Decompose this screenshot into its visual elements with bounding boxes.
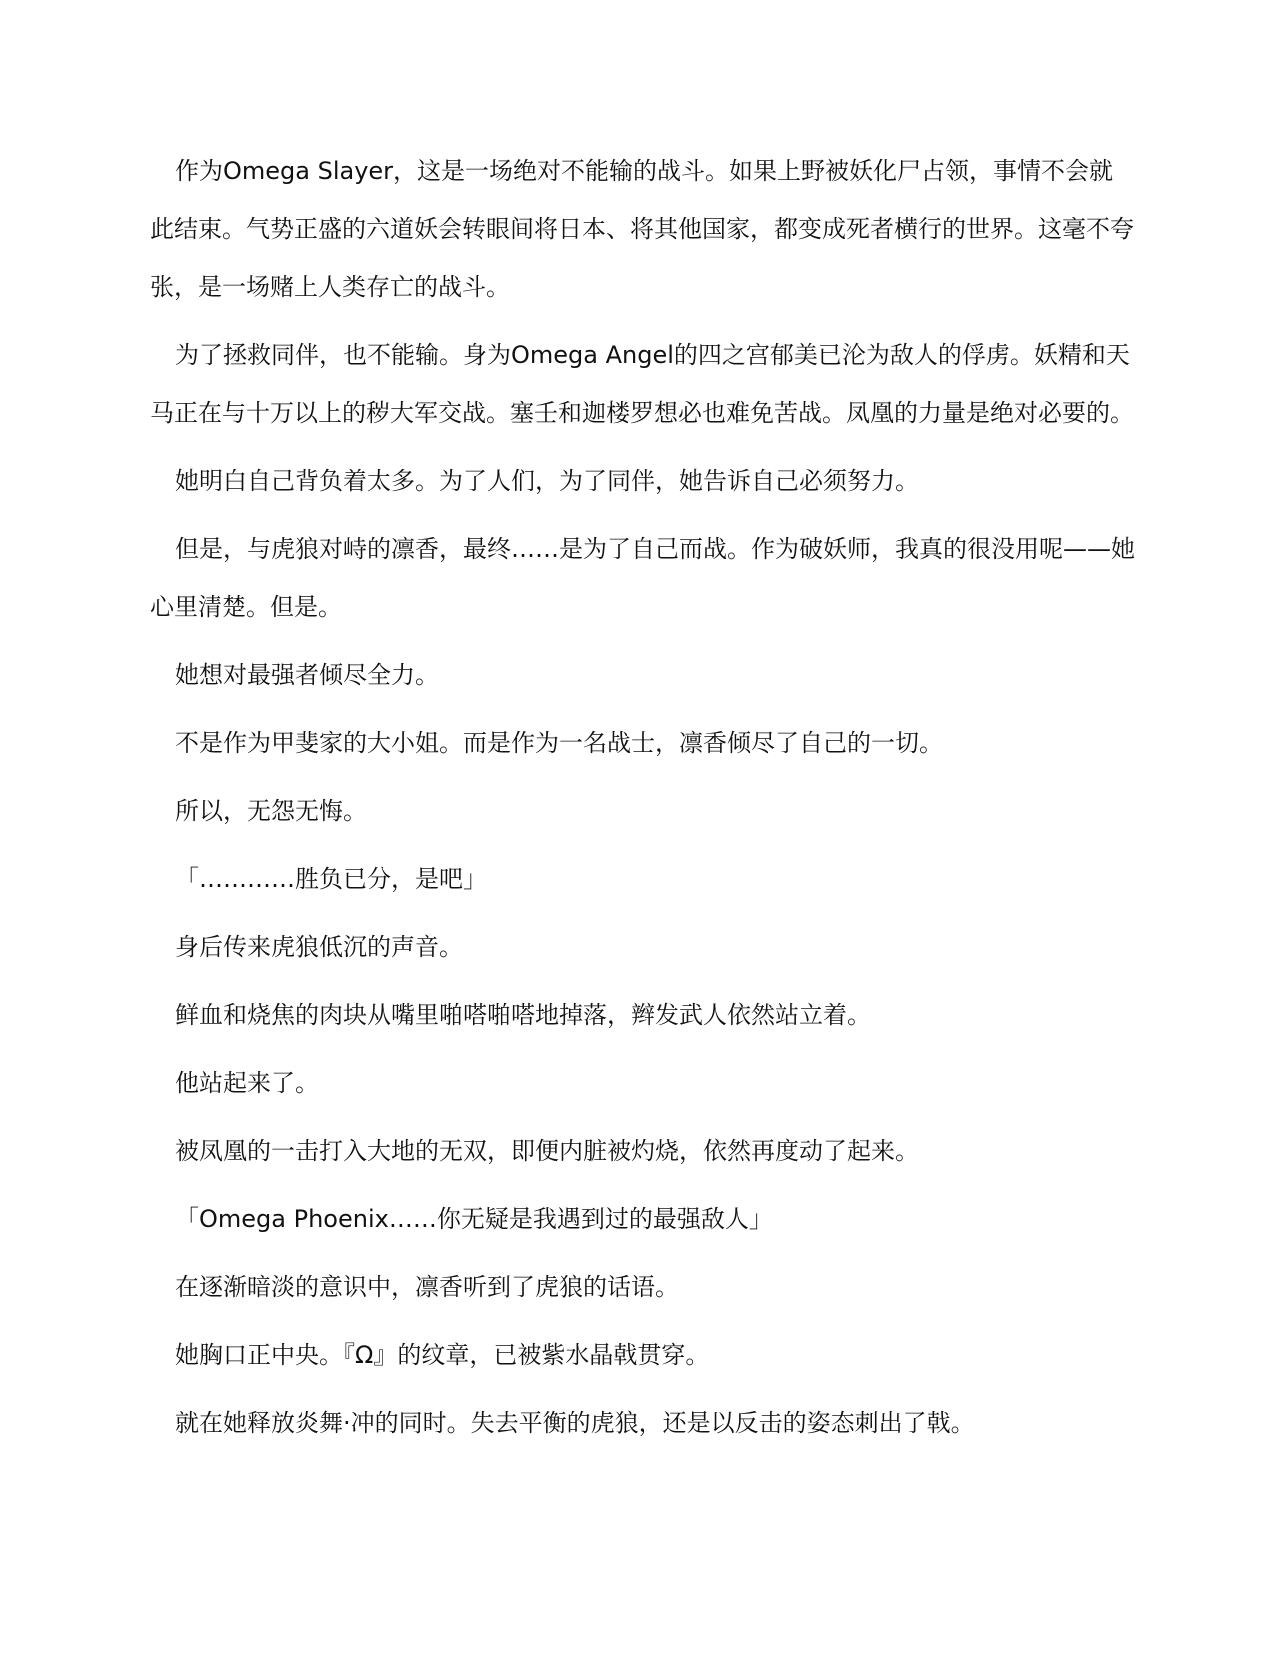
- paragraph-9: 身后传来虎狼低沉的声音。: [175, 933, 463, 961]
- paragraph-16: 就在她释放炎舞·冲的同时。失去平衡的虎狼，还是以反击的姿态刺出了戟。: [175, 1409, 975, 1437]
- paragraph-11: 他站起来了。: [175, 1069, 319, 1097]
- document-page: [150, 142, 1135, 1462]
- paragraph-13: 「Omega Phoenix……你无疑是我遇到过的最强敌人」: [175, 1205, 773, 1233]
- paragraph-12: 被凤凰的一击打入大地的无双，即便内脏被灼烧，依然再度动了起来。: [175, 1137, 919, 1165]
- paragraph-8: 「…………胜负已分，是吧」: [175, 865, 487, 893]
- paragraph-7: 所以，无怨无悔。: [175, 797, 367, 825]
- paragraph-3: 她明白自己背负着太多。为了人们，为了同伴，她告诉自己必须努力。: [175, 467, 919, 495]
- paragraph-5: 她想对最强者倾尽全力。: [175, 661, 439, 689]
- paragraph-6: 不是作为甲斐家的大小姐。而是作为一名战士，凛香倾尽了自己的一切。: [175, 729, 943, 757]
- paragraph-4: 但是，与虎狼对峙的凛香，最终……是为了自己而战。作为破妖师，我真的很没用呢——她心里清楚。但是。: [150, 535, 1135, 621]
- paragraph-2: 为了拯救同伴，也不能输。身为Omega Angel的四之宫郁美已沦为敌人的俘虏。妖精和天马正在与十万以上的秽大军交战。塞壬和迦楼罗想必也难免苦战。凤凰的力量是绝对必要的。: [150, 341, 1134, 427]
- paragraph-1: 作为Omega Slayer，这是一场绝对不能输的战斗。如果上野被妖化尸占领，事情不会就此结束。气势正盛的六道妖会转眼间将日本、将其他国家，都变成死者横行的世界。这毫不夸张，是一场赌上人类存亡的战斗。: [150, 157, 1134, 301]
- paragraph-15: 她胸口正中央。『Ω』的纹章，已被紫水晶戟贯穿。: [175, 1341, 710, 1369]
- paragraph-14: 在逐渐暗淡的意识中，凛香听到了虎狼的话语。: [175, 1273, 679, 1301]
- paragraph-10: 鲜血和烧焦的肉块从嘴里啪嗒啪嗒地掉落，辫发武人依然站立着。: [175, 1001, 871, 1029]
